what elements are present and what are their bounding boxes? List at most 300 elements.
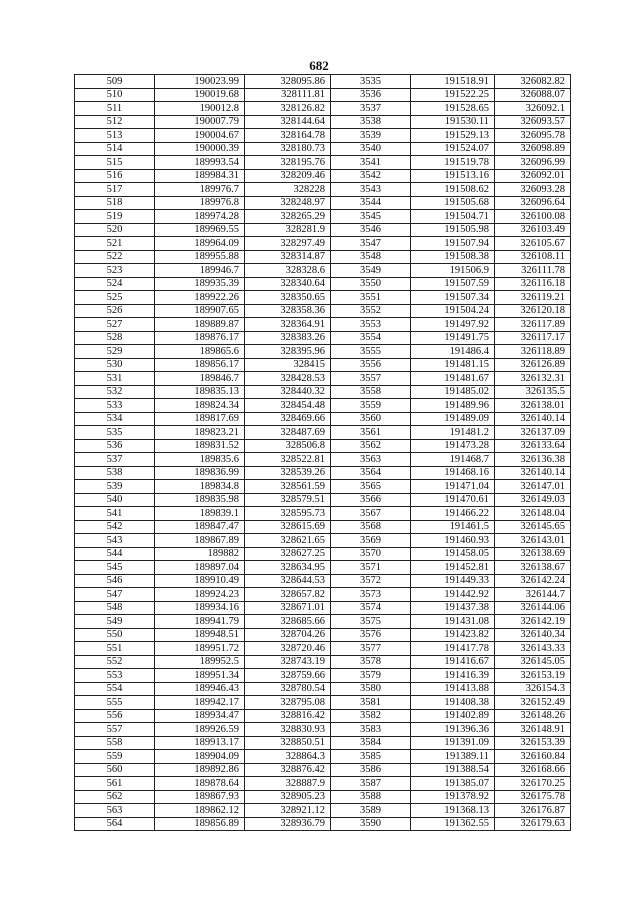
y-coordinate-right-cell: 326132.31 xyxy=(495,372,571,386)
x-coordinate-left-cell: 189839.1 xyxy=(155,507,245,521)
point-number-right-cell: 3546 xyxy=(331,223,411,237)
table-row xyxy=(75,534,571,548)
table-row xyxy=(75,277,571,291)
point-number-right-cell: 3558 xyxy=(331,385,411,399)
y-coordinate-right-cell: 326095.78 xyxy=(495,129,571,143)
table-row xyxy=(75,129,571,143)
point-number-right-cell: 3576 xyxy=(331,628,411,642)
point-number-right-cell: 3565 xyxy=(331,480,411,494)
y-coordinate-right-cell: 326093.28 xyxy=(495,183,571,197)
point-number-right-cell: 3560 xyxy=(331,412,411,426)
page-number: 682 xyxy=(309,58,329,73)
y-coordinate-left-cell: 328383.26 xyxy=(245,331,331,345)
point-number-left-cell: 562 xyxy=(75,790,155,804)
y-coordinate-left-cell: 328615.69 xyxy=(245,520,331,534)
point-number-right-cell: 3557 xyxy=(331,372,411,386)
point-number-left-cell: 513 xyxy=(75,129,155,143)
x-coordinate-left-cell: 189831.52 xyxy=(155,439,245,453)
x-coordinate-right-cell: 191458.05 xyxy=(411,547,495,561)
x-coordinate-right-cell: 191507.34 xyxy=(411,291,495,305)
table-row xyxy=(75,304,571,318)
table-row xyxy=(75,142,571,156)
table-row xyxy=(75,615,571,629)
point-number-left-cell: 521 xyxy=(75,237,155,251)
x-coordinate-right-cell: 191513.16 xyxy=(411,169,495,183)
x-coordinate-left-cell: 189907.65 xyxy=(155,304,245,318)
x-coordinate-right-cell: 191519.78 xyxy=(411,156,495,170)
table-row xyxy=(75,75,571,89)
x-coordinate-left-cell: 190004.67 xyxy=(155,129,245,143)
point-number-left-cell: 557 xyxy=(75,723,155,737)
y-coordinate-left-cell: 328743.19 xyxy=(245,655,331,669)
point-number-left-cell: 549 xyxy=(75,615,155,629)
point-number-right-cell: 3537 xyxy=(331,102,411,116)
x-coordinate-right-cell: 191461.5 xyxy=(411,520,495,534)
x-coordinate-left-cell: 189946.43 xyxy=(155,682,245,696)
point-number-right-cell: 3584 xyxy=(331,736,411,750)
y-coordinate-left-cell: 328720.46 xyxy=(245,642,331,656)
y-coordinate-right-cell: 326135.5 xyxy=(495,385,571,399)
y-coordinate-left-cell: 328644.53 xyxy=(245,574,331,588)
x-coordinate-left-cell: 189878.64 xyxy=(155,777,245,791)
x-coordinate-left-cell: 189941.79 xyxy=(155,615,245,629)
x-coordinate-right-cell: 191449.33 xyxy=(411,574,495,588)
x-coordinate-right-cell: 191504.24 xyxy=(411,304,495,318)
point-number-left-cell: 511 xyxy=(75,102,155,116)
y-coordinate-right-cell: 326093.57 xyxy=(495,115,571,129)
table-row xyxy=(75,250,571,264)
y-coordinate-left-cell: 328297.49 xyxy=(245,237,331,251)
y-coordinate-left-cell: 328621.65 xyxy=(245,534,331,548)
x-coordinate-left-cell: 189951.72 xyxy=(155,642,245,656)
x-coordinate-right-cell: 191388.54 xyxy=(411,763,495,777)
point-number-left-cell: 527 xyxy=(75,318,155,332)
x-coordinate-right-cell: 191491.75 xyxy=(411,331,495,345)
y-coordinate-left-cell: 328780.54 xyxy=(245,682,331,696)
y-coordinate-right-cell: 326149.03 xyxy=(495,493,571,507)
point-number-left-cell: 560 xyxy=(75,763,155,777)
x-coordinate-right-cell: 191530.11 xyxy=(411,115,495,129)
point-number-left-cell: 558 xyxy=(75,736,155,750)
table-row xyxy=(75,642,571,656)
table-row xyxy=(75,291,571,305)
y-coordinate-right-cell: 326140.14 xyxy=(495,466,571,480)
point-number-right-cell: 3556 xyxy=(331,358,411,372)
y-coordinate-right-cell: 326170.25 xyxy=(495,777,571,791)
y-coordinate-left-cell: 328209.46 xyxy=(245,169,331,183)
y-coordinate-right-cell: 326145.05 xyxy=(495,655,571,669)
point-number-right-cell: 3578 xyxy=(331,655,411,669)
point-number-left-cell: 559 xyxy=(75,750,155,764)
x-coordinate-right-cell: 191402.89 xyxy=(411,709,495,723)
x-coordinate-right-cell: 191504.71 xyxy=(411,210,495,224)
x-coordinate-left-cell: 189934.16 xyxy=(155,601,245,615)
point-number-right-cell: 3540 xyxy=(331,142,411,156)
table-row xyxy=(75,439,571,453)
point-number-right-cell: 3538 xyxy=(331,115,411,129)
point-number-right-cell: 3580 xyxy=(331,682,411,696)
x-coordinate-left-cell: 189856.89 xyxy=(155,817,245,831)
y-coordinate-right-cell: 326108.11 xyxy=(495,250,571,264)
x-coordinate-left-cell: 189847.47 xyxy=(155,520,245,534)
x-coordinate-left-cell: 189834.8 xyxy=(155,480,245,494)
y-coordinate-left-cell: 328350.65 xyxy=(245,291,331,305)
x-coordinate-left-cell: 189948.51 xyxy=(155,628,245,642)
y-coordinate-right-cell: 326179.63 xyxy=(495,817,571,831)
table-row xyxy=(75,412,571,426)
y-coordinate-right-cell: 326168.66 xyxy=(495,763,571,777)
x-coordinate-left-cell: 190023.99 xyxy=(155,75,245,89)
x-coordinate-left-cell: 189922.26 xyxy=(155,291,245,305)
point-number-left-cell: 547 xyxy=(75,588,155,602)
point-number-right-cell: 3589 xyxy=(331,804,411,818)
table-row xyxy=(75,696,571,710)
point-number-left-cell: 533 xyxy=(75,399,155,413)
x-coordinate-right-cell: 191391.09 xyxy=(411,736,495,750)
point-number-left-cell: 523 xyxy=(75,264,155,278)
y-coordinate-left-cell: 328314.87 xyxy=(245,250,331,264)
y-coordinate-right-cell: 326142.19 xyxy=(495,615,571,629)
table-row xyxy=(75,318,571,332)
point-number-left-cell: 530 xyxy=(75,358,155,372)
point-number-left-cell: 543 xyxy=(75,534,155,548)
y-coordinate-right-cell: 326145.65 xyxy=(495,520,571,534)
x-coordinate-right-cell: 191507.94 xyxy=(411,237,495,251)
x-coordinate-left-cell: 189935.39 xyxy=(155,277,245,291)
table-row xyxy=(75,345,571,359)
x-coordinate-left-cell: 189846.7 xyxy=(155,372,245,386)
point-number-left-cell: 555 xyxy=(75,696,155,710)
point-number-right-cell: 3553 xyxy=(331,318,411,332)
x-coordinate-right-cell: 191481.67 xyxy=(411,372,495,386)
x-coordinate-right-cell: 191416.67 xyxy=(411,655,495,669)
table-row xyxy=(75,426,571,440)
y-coordinate-left-cell: 328340.64 xyxy=(245,277,331,291)
x-coordinate-left-cell: 189951.34 xyxy=(155,669,245,683)
point-number-right-cell: 3566 xyxy=(331,493,411,507)
point-number-right-cell: 3587 xyxy=(331,777,411,791)
table-row xyxy=(75,574,571,588)
y-coordinate-left-cell: 328440.32 xyxy=(245,385,331,399)
table-row xyxy=(75,817,571,831)
y-coordinate-right-cell: 326138.67 xyxy=(495,561,571,575)
point-number-right-cell: 3567 xyxy=(331,507,411,521)
point-number-right-cell: 3544 xyxy=(331,196,411,210)
x-coordinate-right-cell: 191378.92 xyxy=(411,790,495,804)
point-number-right-cell: 3582 xyxy=(331,709,411,723)
y-coordinate-right-cell: 326092.01 xyxy=(495,169,571,183)
x-coordinate-right-cell: 191362.55 xyxy=(411,817,495,831)
point-number-left-cell: 556 xyxy=(75,709,155,723)
y-coordinate-right-cell: 326138.69 xyxy=(495,547,571,561)
point-number-left-cell: 515 xyxy=(75,156,155,170)
y-coordinate-left-cell: 328469.66 xyxy=(245,412,331,426)
y-coordinate-right-cell: 326111.78 xyxy=(495,264,571,278)
point-number-left-cell: 526 xyxy=(75,304,155,318)
point-number-right-cell: 3552 xyxy=(331,304,411,318)
point-number-right-cell: 3550 xyxy=(331,277,411,291)
point-number-left-cell: 529 xyxy=(75,345,155,359)
x-coordinate-right-cell: 191507.59 xyxy=(411,277,495,291)
y-coordinate-left-cell: 328487.69 xyxy=(245,426,331,440)
x-coordinate-right-cell: 191528.65 xyxy=(411,102,495,116)
y-coordinate-right-cell: 326118.89 xyxy=(495,345,571,359)
y-coordinate-left-cell: 328195.76 xyxy=(245,156,331,170)
x-coordinate-right-cell: 191385.07 xyxy=(411,777,495,791)
point-number-right-cell: 3574 xyxy=(331,601,411,615)
point-number-right-cell: 3579 xyxy=(331,669,411,683)
x-coordinate-left-cell: 189904.09 xyxy=(155,750,245,764)
x-coordinate-left-cell: 189984.31 xyxy=(155,169,245,183)
y-coordinate-right-cell: 326175.78 xyxy=(495,790,571,804)
x-coordinate-right-cell: 191442.92 xyxy=(411,588,495,602)
y-coordinate-right-cell: 326117.17 xyxy=(495,331,571,345)
point-number-right-cell: 3561 xyxy=(331,426,411,440)
point-number-left-cell: 539 xyxy=(75,480,155,494)
y-coordinate-right-cell: 326152.49 xyxy=(495,696,571,710)
point-number-right-cell: 3554 xyxy=(331,331,411,345)
table-row xyxy=(75,804,571,818)
x-coordinate-right-cell: 191437.38 xyxy=(411,601,495,615)
y-coordinate-left-cell: 328579.51 xyxy=(245,493,331,507)
table-row xyxy=(75,493,571,507)
y-coordinate-left-cell: 328685.66 xyxy=(245,615,331,629)
x-coordinate-right-cell: 191518.91 xyxy=(411,75,495,89)
point-number-right-cell: 3549 xyxy=(331,264,411,278)
table-row xyxy=(75,331,571,345)
x-coordinate-left-cell: 189867.93 xyxy=(155,790,245,804)
point-number-right-cell: 3577 xyxy=(331,642,411,656)
x-coordinate-right-cell: 191497.92 xyxy=(411,318,495,332)
point-number-right-cell: 3548 xyxy=(331,250,411,264)
point-number-left-cell: 548 xyxy=(75,601,155,615)
point-number-left-cell: 516 xyxy=(75,169,155,183)
x-coordinate-right-cell: 191466.22 xyxy=(411,507,495,521)
y-coordinate-left-cell: 328506.8 xyxy=(245,439,331,453)
point-number-right-cell: 3590 xyxy=(331,817,411,831)
table-row xyxy=(75,223,571,237)
x-coordinate-right-cell: 191505.98 xyxy=(411,223,495,237)
y-coordinate-left-cell: 328795.08 xyxy=(245,696,331,710)
y-coordinate-left-cell: 328415 xyxy=(245,358,331,372)
point-number-left-cell: 545 xyxy=(75,561,155,575)
x-coordinate-right-cell: 191471.04 xyxy=(411,480,495,494)
y-coordinate-left-cell: 328364.91 xyxy=(245,318,331,332)
x-coordinate-right-cell: 191481.2 xyxy=(411,426,495,440)
table-row xyxy=(75,655,571,669)
x-coordinate-right-cell: 191508.38 xyxy=(411,250,495,264)
y-coordinate-left-cell: 328265.29 xyxy=(245,210,331,224)
y-coordinate-right-cell: 326138.01 xyxy=(495,399,571,413)
point-number-left-cell: 510 xyxy=(75,88,155,102)
x-coordinate-left-cell: 189974.28 xyxy=(155,210,245,224)
y-coordinate-left-cell: 328759.66 xyxy=(245,669,331,683)
point-number-right-cell: 3583 xyxy=(331,723,411,737)
y-coordinate-left-cell: 328704.26 xyxy=(245,628,331,642)
x-coordinate-right-cell: 191468.7 xyxy=(411,453,495,467)
y-coordinate-left-cell: 328522.81 xyxy=(245,453,331,467)
point-number-left-cell: 531 xyxy=(75,372,155,386)
y-coordinate-right-cell: 326103.49 xyxy=(495,223,571,237)
point-number-right-cell: 3571 xyxy=(331,561,411,575)
x-coordinate-left-cell: 189867.89 xyxy=(155,534,245,548)
table-row xyxy=(75,88,571,102)
y-coordinate-right-cell: 326133.64 xyxy=(495,439,571,453)
point-number-right-cell: 3547 xyxy=(331,237,411,251)
x-coordinate-right-cell: 191396.36 xyxy=(411,723,495,737)
point-number-right-cell: 3575 xyxy=(331,615,411,629)
y-coordinate-left-cell: 328281.9 xyxy=(245,223,331,237)
x-coordinate-right-cell: 191417.78 xyxy=(411,642,495,656)
table-row xyxy=(75,790,571,804)
y-coordinate-right-cell: 326144.7 xyxy=(495,588,571,602)
x-coordinate-right-cell: 191508.62 xyxy=(411,183,495,197)
y-coordinate-right-cell: 326142.24 xyxy=(495,574,571,588)
table-row xyxy=(75,183,571,197)
table-row xyxy=(75,372,571,386)
table-row xyxy=(75,102,571,116)
y-coordinate-right-cell: 326140.34 xyxy=(495,628,571,642)
x-coordinate-left-cell: 189836.99 xyxy=(155,466,245,480)
x-coordinate-left-cell: 189897.04 xyxy=(155,561,245,575)
point-number-left-cell: 512 xyxy=(75,115,155,129)
point-number-right-cell: 3570 xyxy=(331,547,411,561)
point-number-right-cell: 3555 xyxy=(331,345,411,359)
y-coordinate-left-cell: 328164.78 xyxy=(245,129,331,143)
point-number-right-cell: 3573 xyxy=(331,588,411,602)
coordinates-table xyxy=(74,74,571,831)
y-coordinate-right-cell: 326100.08 xyxy=(495,210,571,224)
point-number-right-cell: 3535 xyxy=(331,75,411,89)
table-row xyxy=(75,480,571,494)
table-row xyxy=(75,385,571,399)
x-coordinate-right-cell: 191470.61 xyxy=(411,493,495,507)
table-row xyxy=(75,561,571,575)
point-number-left-cell: 532 xyxy=(75,385,155,399)
y-coordinate-left-cell: 328228 xyxy=(245,183,331,197)
table-row xyxy=(75,682,571,696)
point-number-left-cell: 538 xyxy=(75,466,155,480)
table-row xyxy=(75,669,571,683)
point-number-right-cell: 3581 xyxy=(331,696,411,710)
point-number-right-cell: 3568 xyxy=(331,520,411,534)
point-number-left-cell: 544 xyxy=(75,547,155,561)
x-coordinate-right-cell: 191452.81 xyxy=(411,561,495,575)
table-row xyxy=(75,237,571,251)
point-number-right-cell: 3541 xyxy=(331,156,411,170)
x-coordinate-left-cell: 189865.6 xyxy=(155,345,245,359)
y-coordinate-right-cell: 326148.91 xyxy=(495,723,571,737)
table-row xyxy=(75,588,571,602)
point-number-left-cell: 528 xyxy=(75,331,155,345)
y-coordinate-left-cell: 328561.59 xyxy=(245,480,331,494)
x-coordinate-right-cell: 191489.09 xyxy=(411,412,495,426)
y-coordinate-left-cell: 328126.82 xyxy=(245,102,331,116)
x-coordinate-left-cell: 189942.17 xyxy=(155,696,245,710)
y-coordinate-right-cell: 326119.21 xyxy=(495,291,571,305)
y-coordinate-left-cell: 328657.82 xyxy=(245,588,331,602)
y-coordinate-left-cell: 328864.3 xyxy=(245,750,331,764)
x-coordinate-left-cell: 189964.09 xyxy=(155,237,245,251)
y-coordinate-right-cell: 326153.19 xyxy=(495,669,571,683)
point-number-left-cell: 517 xyxy=(75,183,155,197)
table-row xyxy=(75,358,571,372)
x-coordinate-left-cell: 189823.21 xyxy=(155,426,245,440)
y-coordinate-left-cell: 328358.36 xyxy=(245,304,331,318)
x-coordinate-right-cell: 191485.02 xyxy=(411,385,495,399)
x-coordinate-left-cell: 189835.6 xyxy=(155,453,245,467)
y-coordinate-right-cell: 326148.26 xyxy=(495,709,571,723)
point-number-right-cell: 3562 xyxy=(331,439,411,453)
point-number-left-cell: 550 xyxy=(75,628,155,642)
x-coordinate-right-cell: 191423.82 xyxy=(411,628,495,642)
y-coordinate-left-cell: 328144.64 xyxy=(245,115,331,129)
point-number-left-cell: 554 xyxy=(75,682,155,696)
point-number-left-cell: 525 xyxy=(75,291,155,305)
table-row xyxy=(75,399,571,413)
table-row xyxy=(75,169,571,183)
x-coordinate-left-cell: 189817.69 xyxy=(155,412,245,426)
x-coordinate-left-cell: 189955.88 xyxy=(155,250,245,264)
y-coordinate-left-cell: 328816.42 xyxy=(245,709,331,723)
x-coordinate-right-cell: 191408.38 xyxy=(411,696,495,710)
point-number-right-cell: 3585 xyxy=(331,750,411,764)
x-coordinate-left-cell: 189993.54 xyxy=(155,156,245,170)
table-row xyxy=(75,777,571,791)
x-coordinate-left-cell: 189835.13 xyxy=(155,385,245,399)
table-row xyxy=(75,750,571,764)
point-number-left-cell: 514 xyxy=(75,142,155,156)
point-number-right-cell: 3563 xyxy=(331,453,411,467)
point-number-right-cell: 3536 xyxy=(331,88,411,102)
x-coordinate-left-cell: 190019.68 xyxy=(155,88,245,102)
point-number-left-cell: 535 xyxy=(75,426,155,440)
x-coordinate-left-cell: 189934.47 xyxy=(155,709,245,723)
x-coordinate-right-cell: 191416.39 xyxy=(411,669,495,683)
table-row xyxy=(75,723,571,737)
point-number-left-cell: 518 xyxy=(75,196,155,210)
x-coordinate-left-cell: 189926.59 xyxy=(155,723,245,737)
table-row xyxy=(75,628,571,642)
y-coordinate-right-cell: 326148.04 xyxy=(495,507,571,521)
table-row xyxy=(75,466,571,480)
y-coordinate-left-cell: 328876.42 xyxy=(245,763,331,777)
x-coordinate-right-cell: 191505.68 xyxy=(411,196,495,210)
x-coordinate-left-cell: 189952.5 xyxy=(155,655,245,669)
y-coordinate-left-cell: 328595.73 xyxy=(245,507,331,521)
x-coordinate-right-cell: 191473.28 xyxy=(411,439,495,453)
y-coordinate-right-cell: 326088.07 xyxy=(495,88,571,102)
x-coordinate-right-cell: 191524.07 xyxy=(411,142,495,156)
x-coordinate-left-cell: 189976.7 xyxy=(155,183,245,197)
point-number-left-cell: 564 xyxy=(75,817,155,831)
table-row xyxy=(75,507,571,521)
x-coordinate-left-cell: 189924.23 xyxy=(155,588,245,602)
y-coordinate-right-cell: 326136.38 xyxy=(495,453,571,467)
y-coordinate-right-cell: 326144.06 xyxy=(495,601,571,615)
y-coordinate-right-cell: 326116.18 xyxy=(495,277,571,291)
x-coordinate-right-cell: 191389.11 xyxy=(411,750,495,764)
x-coordinate-right-cell: 191522.25 xyxy=(411,88,495,102)
y-coordinate-left-cell: 328905.23 xyxy=(245,790,331,804)
y-coordinate-right-cell: 326153.39 xyxy=(495,736,571,750)
point-number-left-cell: 522 xyxy=(75,250,155,264)
point-number-left-cell: 542 xyxy=(75,520,155,534)
y-coordinate-left-cell: 328395.96 xyxy=(245,345,331,359)
y-coordinate-right-cell: 326160.84 xyxy=(495,750,571,764)
y-coordinate-left-cell: 328328.6 xyxy=(245,264,331,278)
y-coordinate-right-cell: 326117.89 xyxy=(495,318,571,332)
